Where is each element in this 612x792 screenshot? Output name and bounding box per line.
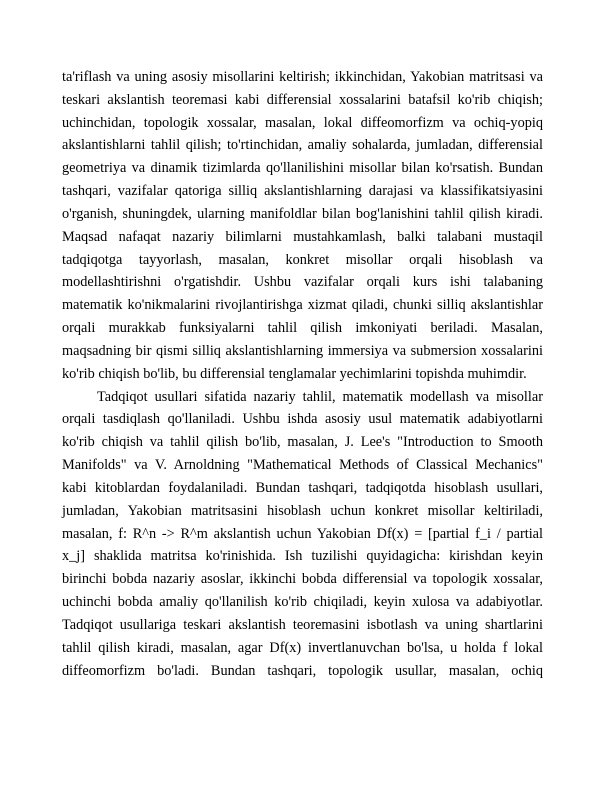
text-line: akslantishlarni tahlil qilish; to'rtinchidan, amaliy sohalarda, jumladan, differensial bbox=[62, 137, 543, 154]
text-line: Tadqiqot usullari sifatida nazariy tahlil, matematik modellash va misollar bbox=[97, 388, 543, 405]
text-line: orqali tasdiqlash qo'llaniladi. Ushbu ishda asosiy usul matematik adabiyotlarni bbox=[62, 411, 543, 428]
text-line: o'rganish, shuningdek, ularning manifoldlar bilan bog'lanishini tahlil qilish kiradi. bbox=[62, 205, 543, 222]
text-line: jumladan, Yakobian matritsasini hisoblash uchun konkret misollar keltiriladi, bbox=[62, 502, 543, 519]
text-line: masalan, f: R^n -> R^m akslantish uchun Yakobian Df(x) = [partial f_i / partial bbox=[62, 525, 543, 542]
text-line: x_j] shaklida matritsa ko'rinishida. Ish tuzilishi quyidagicha: kirishdan keyin bbox=[62, 548, 543, 565]
text-line: Maqsad nafaqat nazariy bilimlarni mustahkamlash, balki talabani mustaqil bbox=[62, 228, 543, 245]
text-line: maqsadning bir qismi silliq akslantishlarning immersiya va submersion xossalarini bbox=[62, 342, 543, 359]
text-line: ta'riflash va uning asosiy misollarini keltirish; ikkinchidan, Yakobian matritsasi va bbox=[62, 69, 543, 85]
text-line: tashqari, vazifalar qatoriga silliq akslantishlarning darajasi va klassifikatsiyasini bbox=[62, 183, 543, 200]
document-page bbox=[62, 66, 543, 682]
text-line: modellashtirishni o'rgatishdir. Ushbu vazifalar orqali kurs ishi talabaning bbox=[62, 274, 543, 291]
text-line: orqali murakkab funksiyalarni tahlil qilish imkoniyati beriladi. Masalan, bbox=[62, 320, 543, 337]
paragraph-1 bbox=[62, 66, 543, 386]
text-line: diffeomorfizm bo'ladi. Bundan tashqari, topologik usullar, masalan, ochiq bbox=[62, 662, 543, 679]
text-line: ko'rib chiqish bo'lib, bu differensial tenglamalar yechimlarini topishda muhimdir. bbox=[62, 365, 527, 382]
text-line: ko'rib chiqish va tahlil qilish bo'lib, masalan, J. Lee's "Introduction to Smooth bbox=[62, 434, 543, 451]
text-line: uchinchidan, topologik xossalar, masalan, lokal diffeomorfizm va ochiq-yopiq bbox=[62, 114, 543, 131]
text-line: kabi kitoblardan foydalaniladi. Bundan tashqari, tadqiqotda hisoblash usullari, bbox=[62, 479, 543, 496]
text-line: birinchi bobda nazariy asoslar, ikkinchi bobda differensial va topologik xossalar, bbox=[62, 571, 543, 588]
text-line: tadqiqotga tayyorlash, masalan, konkret misollar orqali hisoblash va bbox=[62, 251, 543, 268]
text-line: geometriya va dinamik tizimlarda qo'llanilishini misollar bilan ko'rsatish. Bundan bbox=[62, 160, 543, 177]
text-line: tahlil qilish kiradi, masalan, agar Df(x) invertlanuvchan bo'lsa, u holda f lokal bbox=[62, 639, 543, 656]
text-line: teskari akslantish teoremasi kabi differensial xossalarini batafsil ko'rib chiqish; bbox=[62, 91, 543, 108]
paragraph-2 bbox=[62, 386, 543, 683]
text-line: uchinchi bobda amaliy qo'llanilish ko'rib chiqiladi, keyin xulosa va adabiyotlar. bbox=[62, 594, 543, 611]
text-line: matematik ko'nikmalarini rivojlantirishga xizmat qiladi, chunki silliq akslantishlar bbox=[62, 297, 543, 314]
text-line: Tadqiqot usullariga teskari akslantish teoremasini isbotlash va uning shartlarini bbox=[62, 616, 543, 633]
text-line: Manifolds" va V. Arnoldning "Mathematical Methods of Classical Mechanics" bbox=[62, 457, 543, 474]
